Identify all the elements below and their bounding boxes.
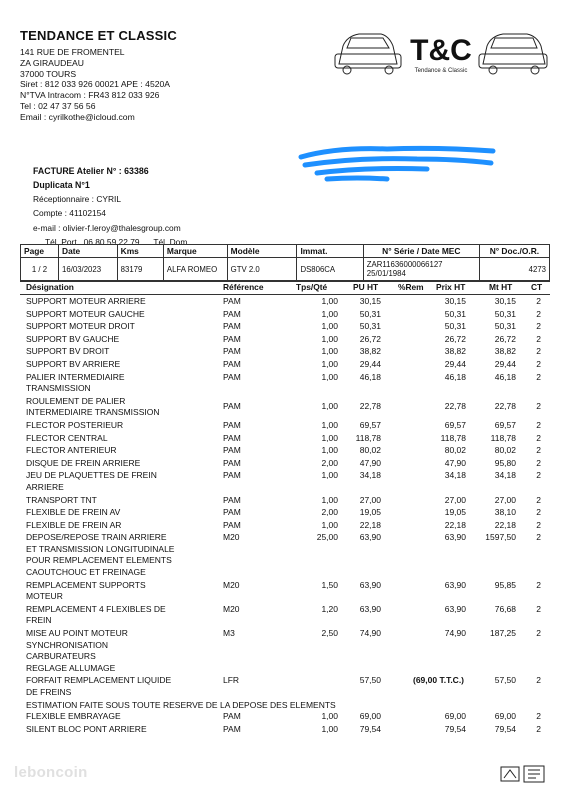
account: Compte : 41102154 (33, 208, 106, 219)
invoice-line (20, 520, 550, 533)
line-d: SUPPORT MOTEUR ARRIERE (26, 296, 146, 306)
line-tps: 1,00 (321, 470, 338, 481)
line-ct: 2 (536, 419, 541, 430)
line-px: 27,00 (444, 494, 466, 505)
line-tps: 1,00 (321, 711, 338, 722)
line-ct: 2 (536, 432, 541, 443)
line-tps: 1,00 (321, 400, 338, 411)
line-pu: 50,31 (359, 308, 381, 319)
line-ct: 2 (536, 675, 541, 686)
line-ref: PAM (223, 507, 241, 518)
line-tps: 25,00 (316, 532, 338, 543)
line-ct: 2 (536, 711, 541, 722)
line-ref: PAM (223, 333, 241, 344)
line-ct: 2 (536, 457, 541, 468)
line-d: DISQUE DE FREIN ARRIERE (26, 457, 141, 468)
address-line: N°TVA Intracom : FR43 812 033 926 (20, 90, 160, 101)
col-prix: Prix HT (436, 282, 466, 292)
line-pu: 26,72 (359, 333, 381, 344)
line-d: FLEXIBLE DE FREIN AR (26, 519, 122, 530)
invoice-line (20, 346, 550, 359)
line-d: FORFAIT REMPLACEMENT LIQUIDE DE FREINS (26, 675, 172, 698)
invoice-line (20, 711, 550, 724)
line-px: 30,15 (444, 296, 466, 306)
line-d: TRANSPORT TNT (26, 494, 97, 505)
line-d: FLECTOR ANTERIEUR (26, 445, 117, 456)
line-px: 80,02 (444, 445, 466, 456)
invoice-line (20, 675, 550, 699)
line-ref: PAM (223, 308, 241, 319)
line-d: REMPLACEMENT SUPPORTS MOTEUR (26, 579, 146, 602)
line-mt: 69,57 (494, 419, 516, 430)
line-pu: 22,18 (359, 519, 381, 530)
invoice-line (20, 445, 550, 458)
line-px: 50,31 (444, 308, 466, 319)
customer-email: e-mail : olivier-f.leroy@thalesgroup.com (33, 222, 181, 233)
line-pu: 47,90 (359, 457, 381, 468)
line-ct: 2 (536, 400, 541, 411)
line-ref: PAM (223, 346, 241, 357)
line-pu: 46,18 (359, 371, 381, 382)
line-ref: PAM (223, 296, 241, 306)
line-d: JEU DE PLAQUETTES DE FREIN ARRIERE (26, 470, 157, 492)
vehicle-header-table (20, 244, 550, 281)
header-value: ZAR11636000066127 25/01/1984 (363, 258, 479, 281)
line-d: FLEXIBLE DE FREIN AV (26, 507, 121, 518)
line-px: 19,05 (444, 507, 466, 518)
line-ct: 2 (536, 371, 541, 382)
col-mt: Mt HT (489, 282, 513, 292)
line-mt: 118,78 (490, 432, 516, 443)
line-ref: PAM (223, 358, 241, 369)
header-value: 4273 (479, 258, 549, 281)
header-col: Modèle (227, 245, 297, 258)
address-line: Email : cyrilkothe@icloud.com (20, 111, 135, 122)
line-d: FLECTOR POSTERIEUR (26, 419, 124, 430)
line-d: ROULEMENT DE PALIER INTERMEDIAIRE TRANSMISSION (26, 395, 160, 418)
logo-text: T&C (410, 34, 472, 67)
line-ref: PAM (223, 419, 241, 430)
line-tps: 1,00 (321, 445, 338, 456)
footer-icons (500, 764, 546, 784)
header-col: Marque (163, 245, 227, 258)
line-tps: 1,00 (321, 371, 338, 382)
line-mt: 95,80 (494, 457, 516, 468)
line-pu: 50,31 (359, 321, 381, 332)
line-ct: 2 (536, 579, 541, 590)
line-d: SUPPORT BV GAUCHE (26, 333, 120, 344)
line-mt: 22,78 (494, 400, 516, 411)
header-value: 83179 (117, 258, 163, 281)
line-pu: 63,90 (359, 579, 381, 590)
line-pu: 29,44 (359, 358, 381, 369)
header-value: ALFA ROMEO (163, 258, 227, 281)
line-tps: 1,00 (321, 333, 338, 344)
line-tps: 1,00 (321, 494, 338, 505)
receptionist: Réceptionnaire : CYRIL (33, 194, 121, 204)
line-ref: PAM (223, 711, 241, 722)
line-ref: M3 (223, 628, 235, 639)
line-tps: 1,00 (321, 358, 338, 369)
invoice-line (20, 470, 550, 494)
invoice-line (20, 495, 550, 508)
line-tps: 1,50 (321, 579, 338, 590)
line-ref: PAM (223, 432, 241, 443)
col-pu: PU HT (353, 282, 379, 292)
line-d: FLECTOR CENTRAL (26, 432, 108, 443)
line-mt: 79,54 (494, 723, 516, 734)
line-pu: 63,90 (359, 532, 381, 543)
line-mt: 27,00 (494, 494, 516, 505)
invoice-line: ESTIMATION FAITE SOUS TOUTE RESERVE DE LA DEPOSE DES ELEMENTS (26, 699, 336, 710)
line-pu: 79,54 (359, 723, 381, 734)
line-px: 38,82 (444, 346, 466, 357)
line-pu: 69,57 (359, 419, 381, 430)
line-pu: 22,78 (359, 400, 381, 411)
invoice-line (20, 604, 550, 628)
line-d: SUPPORT MOTEUR GAUCHE (26, 308, 145, 319)
line-px: 63,90 (444, 532, 466, 543)
line-mt: 57,50 (494, 675, 516, 686)
line-ref: PAM (223, 371, 241, 382)
line-tps: 1,00 (321, 296, 338, 306)
col-designation: Désignation (26, 282, 74, 292)
line-d: DEPOSE/REPOSE TRAIN ARRIERE ET TRANSMISSION LONGITUDINALE POUR REMPLACEMENT ELEMENTS CAOUTCHOUC ET FREINAGE (26, 532, 175, 578)
invoice-title: FACTURE Atelier N° : 63386 (33, 166, 149, 176)
col-reference: Référence (223, 282, 264, 292)
line-tps: 1,00 (321, 321, 338, 332)
invoice-line (20, 580, 550, 604)
logo-tagline: Tendance & Classic (414, 68, 468, 74)
line-px: 79,54 (444, 723, 466, 734)
line-ref: PAM (223, 519, 241, 530)
line-ct: 2 (536, 445, 541, 456)
company-logo (333, 24, 549, 80)
line-ref: M20 (223, 603, 240, 614)
line-px: 29,44 (444, 358, 466, 369)
line-ct: 2 (536, 507, 541, 518)
line-mt: 38,82 (494, 346, 516, 357)
line-tps: 1,00 (321, 308, 338, 319)
header-col: Immat. (297, 245, 363, 258)
line-px: 50,31 (444, 321, 466, 332)
line-ct: 2 (536, 296, 541, 306)
header-col: N° Doc./O.R. (479, 245, 549, 258)
line-ct: 2 (536, 519, 541, 530)
line-px: 34,18 (444, 470, 466, 481)
line-px: 22,78 (444, 400, 466, 411)
line-ct: 2 (536, 628, 541, 639)
duplicate-label: Duplicata N°1 (33, 180, 90, 190)
line-mt: 26,72 (494, 333, 516, 344)
line-ref: M20 (223, 532, 240, 543)
line-ct: 2 (536, 470, 541, 481)
line-rem: (69,00 T.T.C.) (413, 675, 465, 686)
line-pu: 19,05 (359, 507, 381, 518)
line-mt: 80,02 (494, 445, 516, 456)
line-mt: 76,68 (494, 603, 516, 614)
line-tps: 1,00 (321, 432, 338, 443)
line-ref: PAM (223, 494, 241, 505)
line-pu: 69,00 (359, 711, 381, 722)
invoice-line (20, 359, 550, 372)
line-d: REMPLACEMENT 4 FLEXIBLES DE FREIN (26, 603, 166, 626)
customer-phones: Tél. Port. 06.80.59.22.79 Tél. Dom. (45, 237, 190, 248)
invoice-line (20, 372, 550, 396)
line-mt: 38,10 (494, 507, 516, 518)
line-px: 63,90 (444, 603, 466, 614)
line-ref: PAM (223, 445, 241, 456)
col-tps: Tps/Qté (296, 282, 328, 292)
line-px: 46,18 (444, 371, 466, 382)
line-px: 118,78 (440, 432, 466, 443)
address-line: 37000 TOURS (20, 68, 77, 79)
line-px: 69,00 (444, 711, 466, 722)
line-px: 74,90 (444, 628, 466, 639)
company-address (20, 47, 170, 123)
line-tps: 2,00 (321, 457, 338, 468)
invoice-info (33, 164, 190, 250)
invoice-line (20, 628, 550, 675)
header-col: Kms (117, 245, 163, 258)
line-pu: 80,02 (359, 445, 381, 456)
header-value: 16/03/2023 (59, 258, 118, 281)
invoice-lines (20, 281, 550, 736)
line-mt: 34,18 (494, 470, 516, 481)
line-mt: 50,31 (494, 308, 516, 319)
line-pu: 30,15 (359, 296, 381, 306)
line-ref: PAM (223, 470, 241, 481)
line-pu: 38,82 (359, 346, 381, 357)
line-px: 63,90 (444, 579, 466, 590)
line-ct: 2 (536, 321, 541, 332)
line-tps: 2,50 (321, 628, 338, 639)
line-ct: 2 (536, 603, 541, 614)
line-pu: 74,90 (359, 628, 381, 639)
line-ct: 2 (536, 494, 541, 505)
line-pu: 27,00 (359, 494, 381, 505)
line-ref: PAM (223, 400, 241, 411)
line-ref: LFR (223, 675, 240, 686)
invoice-line (20, 321, 550, 334)
address-line: 141 RUE DE FROMENTEL (20, 47, 125, 57)
line-d: FLEXIBLE EMBRAYAGE (26, 711, 121, 722)
line-tps: 2,00 (321, 507, 338, 518)
col-ct: CT (531, 282, 543, 292)
line-d: MISE AU POINT MOTEUR SYNCHRONISATION CARBURATEURS REGLAGE ALLUMAGE (26, 628, 128, 673)
invoice-line (20, 420, 550, 433)
line-tps: 1,00 (321, 419, 338, 430)
invoice-line (20, 507, 550, 520)
invoice-line (20, 296, 550, 309)
line-ct: 2 (536, 333, 541, 344)
line-mt: 1597,50 (485, 532, 516, 543)
line-mt: 50,31 (494, 321, 516, 332)
header-value: GTV 2.0 (227, 258, 297, 281)
address-line: Tel : 02 47 37 56 56 (20, 100, 96, 111)
line-pu: 63,90 (359, 603, 381, 614)
col-rem: %Rem (398, 282, 424, 292)
line-mt: 22,18 (494, 519, 516, 530)
line-ref: M20 (223, 579, 240, 590)
invoice-line (20, 532, 550, 579)
invoice-line (20, 309, 550, 322)
header-col: Page (21, 245, 59, 258)
line-ct: 2 (536, 308, 541, 319)
line-ref: PAM (223, 723, 241, 734)
line-pu: 118,78 (355, 432, 381, 443)
line-ref: PAM (223, 457, 241, 468)
line-tps: 1,00 (321, 519, 338, 530)
watermark: leboncoin (14, 764, 88, 781)
redaction-scribble (297, 137, 497, 189)
line-d: SUPPORT MOTEUR DROIT (26, 321, 135, 332)
line-px: 26,72 (444, 333, 466, 344)
line-px: 22,18 (444, 519, 466, 530)
header-value: DS806CA (297, 258, 363, 281)
company-name: TENDANCE ET CLASSIC (20, 28, 177, 43)
line-ref: PAM (223, 321, 241, 332)
line-d: SUPPORT BV DROIT (26, 346, 110, 357)
header-col: Date (59, 245, 118, 258)
line-d: SUPPORT BV ARRIERE (26, 358, 121, 369)
line-ct: 2 (536, 532, 541, 543)
header-col: N° Série / Date MEC (363, 245, 479, 258)
invoice-line (20, 724, 550, 737)
line-mt: 29,44 (494, 358, 516, 369)
address-line: Siret : 812 033 926 00021 APE : 4520A (20, 79, 171, 90)
line-ct: 2 (536, 723, 541, 734)
line-tps: 1,00 (321, 346, 338, 357)
line-mt: 69,00 (494, 711, 516, 722)
line-px: 69,57 (444, 419, 466, 430)
line-ct: 2 (536, 358, 541, 369)
line-d: SILENT BLOC PONT ARRIERE (26, 723, 147, 734)
line-pu: 34,18 (359, 470, 381, 481)
line-mt: 46,18 (494, 371, 516, 382)
line-d: PALIER INTERMEDIAIRE TRANSMISSION (26, 371, 125, 394)
line-mt: 30,15 (494, 296, 516, 306)
lines-header (20, 281, 550, 295)
header-value: 1 / 2 (21, 258, 59, 281)
invoice-line (20, 433, 550, 446)
line-mt: 187,25 (490, 628, 516, 639)
line-tps: 1,00 (321, 723, 338, 734)
invoice-line (20, 458, 550, 471)
line-px: 47,90 (444, 457, 466, 468)
address-line: ZA GIRAUDEAU (20, 57, 84, 68)
invoice-line (20, 396, 550, 420)
line-ct: 2 (536, 346, 541, 357)
line-tps: 1,20 (321, 603, 338, 614)
line-pu: 57,50 (359, 675, 381, 686)
line-mt: 95,85 (494, 579, 516, 590)
invoice-line (20, 334, 550, 347)
